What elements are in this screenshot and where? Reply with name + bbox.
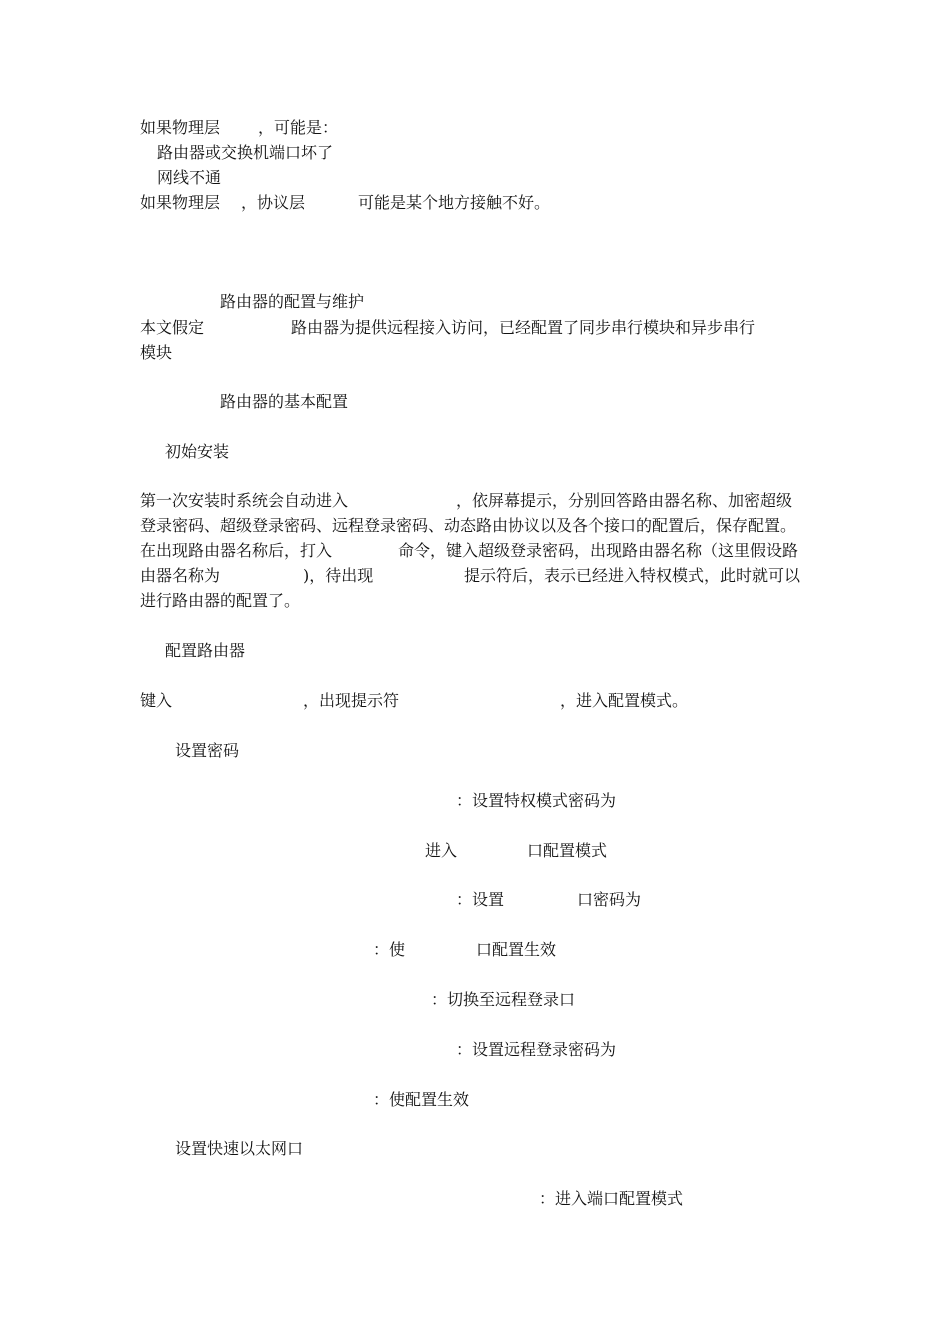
- init-para-line5: 进行路由器的配置了。: [140, 591, 301, 610]
- physical-line4-part1: 如果物理层: [140, 193, 221, 212]
- ethernet-item-enter-port: ：进入端口配置模式: [539, 1189, 684, 1208]
- intro-part1: 本文假定: [140, 318, 205, 337]
- physical-line4-part2: ，协议层: [241, 193, 306, 212]
- password-item-enter-port-part2: 口配置模式: [527, 841, 608, 860]
- key-in-part1: 键入: [140, 691, 173, 710]
- password-item-telnet-password: ：设置远程登录密码为: [456, 1040, 617, 1059]
- init-para-line3-part2: 命令，键入超级登录密码，出现路由器名称（这里假设路: [398, 541, 799, 560]
- password-item-apply-port-part2: 口配置生效: [476, 940, 557, 959]
- password-item-switch-telnet: ：切换至远程登录口: [431, 990, 576, 1009]
- ethernet-heading: 设置快速以太网口: [175, 1139, 304, 1158]
- physical-line1-part1: 如果物理层: [140, 118, 221, 137]
- password-item-set-port-part1: ：设置: [456, 890, 505, 909]
- intro-part3: 模块: [140, 343, 173, 362]
- basic-config-heading: 路由器的基本配置: [220, 392, 349, 411]
- physical-line4-part3: 可能是某个地方接触不好。: [358, 193, 551, 212]
- password-heading: 设置密码: [175, 741, 240, 760]
- init-para-line4-part2: )，待出现: [303, 566, 374, 585]
- key-in-part3: ，进入配置模式。: [560, 691, 689, 710]
- init-para-line1-part2: ，依屏幕提示，分别回答路由器名称、加密超级: [456, 491, 793, 510]
- physical-line1-part2: ，可能是：: [258, 118, 339, 137]
- password-item-privileged: ：设置特权模式密码为: [456, 791, 617, 810]
- init-para-line4-part1: 由器名称为: [140, 566, 221, 585]
- router-heading: 路由器的配置与维护: [220, 292, 365, 311]
- init-para-line1-part1: 第一次安装时系统会自动进入: [140, 491, 349, 510]
- key-in-part2: ，出现提示符: [303, 691, 400, 710]
- intro-part2: 路由器为提供远程接入访问，已经配置了同步串行模块和异步串行: [291, 318, 756, 337]
- init-para-line4-part3: 提示符后，表示已经进入特权模式，此时就可以: [464, 566, 801, 585]
- password-item-enter-port-part1: 进入: [425, 841, 458, 860]
- configure-router-heading: 配置路由器: [165, 641, 246, 660]
- cause-port-broken: 路由器或交换机端口坏了: [157, 143, 334, 162]
- password-item-apply-port-part1: ：使: [373, 940, 406, 959]
- initial-install-heading: 初始安装: [165, 442, 230, 461]
- cause-cable: 网线不通: [157, 168, 222, 187]
- password-item-set-port-part2: 口密码为: [577, 890, 642, 909]
- password-item-apply: ：使配置生效: [373, 1090, 470, 1109]
- init-para-line3-part1: 在出现路由器名称后，打入: [140, 541, 333, 560]
- init-para-line2: 登录密码、超级登录密码、远程登录密码、动态路由协议以及各个接口的配置后，保存配置。: [140, 516, 797, 535]
